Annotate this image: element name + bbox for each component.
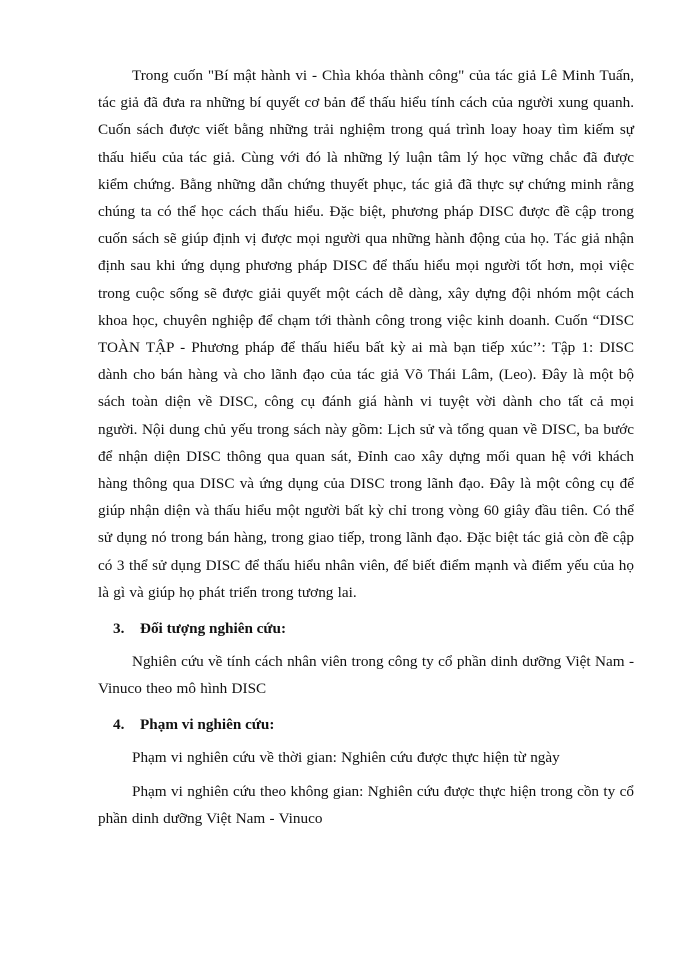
research-subject-paragraph: Nghiên cứu về tính cách nhân viên trong công ty cổ phần dinh dưỡng Việt Nam - Vinuco theo mô hình DISC [98,653,634,698]
scope-time-paragraph: Phạm vi nghiên cứu về thời gian: Nghiên cứu được thực hiện từ ngày [132,749,560,767]
intro-paragraph: Trong cuốn "Bí mật hành vi - Chìa khóa thành công" của tác giả Lê Minh Tuấn, tác giả đã đưa ra những bí quyết cơ bản để thấu hiểu tính cách của người xung quanh. Cuốn sách được viết bằng những trải nghiệm trong quá trình loay hoay tìm kiếm sự thấu hiểu của tác giả. Cùng với đó là những lý luận tâm lý học vững chắc đã được kiểm chứng. Bằng những dẫn chứng thuyết phục, tác giả đã thực sự chứng minh rằng chúng ta có thể học cách thấu hiểu. Đặc biệt, phương pháp DISC được đề cập trong cuốn sách sẽ giúp định vị được mọi người qua những hành động của họ. Tác giả nhận định sau khi ứng dụng phương pháp DISC để thấu hiểu mọi người tốt hơn, mọi việc trong cuộc sống sẽ được giải quyết một cách dễ dàng, xây dựng đội nhóm một cách khoa học, chuyên nghiệp để chạm tới thành công trong việc kinh doanh. Cuốn “DISC TOÀN TẬP - Phương pháp để thấu hiểu bất kỳ ai mà bạn tiếp xúc’’: Tập 1: DISC dành cho bán hàng và cho lãnh đạo của tác giả Võ Thái Lâm, (Leo). Đây là một bộ sách toàn diện về DISC, công cụ đánh giá hành vi tuyệt vời dành cho tất cả mọi người. Nội dung chủ yếu trong sách này gồm: Lịch sử và tổng quan về DISC, ba bước để nhận diện DISC thông qua quan sát, Đỉnh cao xây dựng mối quan hệ với khách hàng thông qua DISC và ứng dụng của DISC trong lãnh đạo. Đây là một công cụ để giúp nhận diện và thấu hiểu một người bất kỳ chỉ trong vòng 60 giây đầu tiên. Có thể sử dụng nó trong bán hàng, trong giao tiếp, trong lãnh đạo. Đặc biệt tác giả còn đề cập có 3 thể sử dụng DISC để thấu hiểu nhân viên, để biết điểm mạnh và điểm yếu của họ là gì và giúp họ phát triển trong tương lai. [98,67,634,601]
section-title: Đối tượng nghiên cứu: [140,620,287,638]
section-heading-research-subject [98,615,634,642]
section-number: 3. [113,620,125,638]
section-number: 4. [113,716,125,734]
section-heading-research-scope [98,711,634,738]
document-page [98,62,634,832]
section-title: Phạm vi nghiên cứu: [140,716,275,734]
scope-space-paragraph: Phạm vi nghiên cứu theo không gian: Nghiên cứu được thực hiện trong cồn ty cổ phần dinh dưỡng Việt Nam - Vinuco [98,782,634,827]
